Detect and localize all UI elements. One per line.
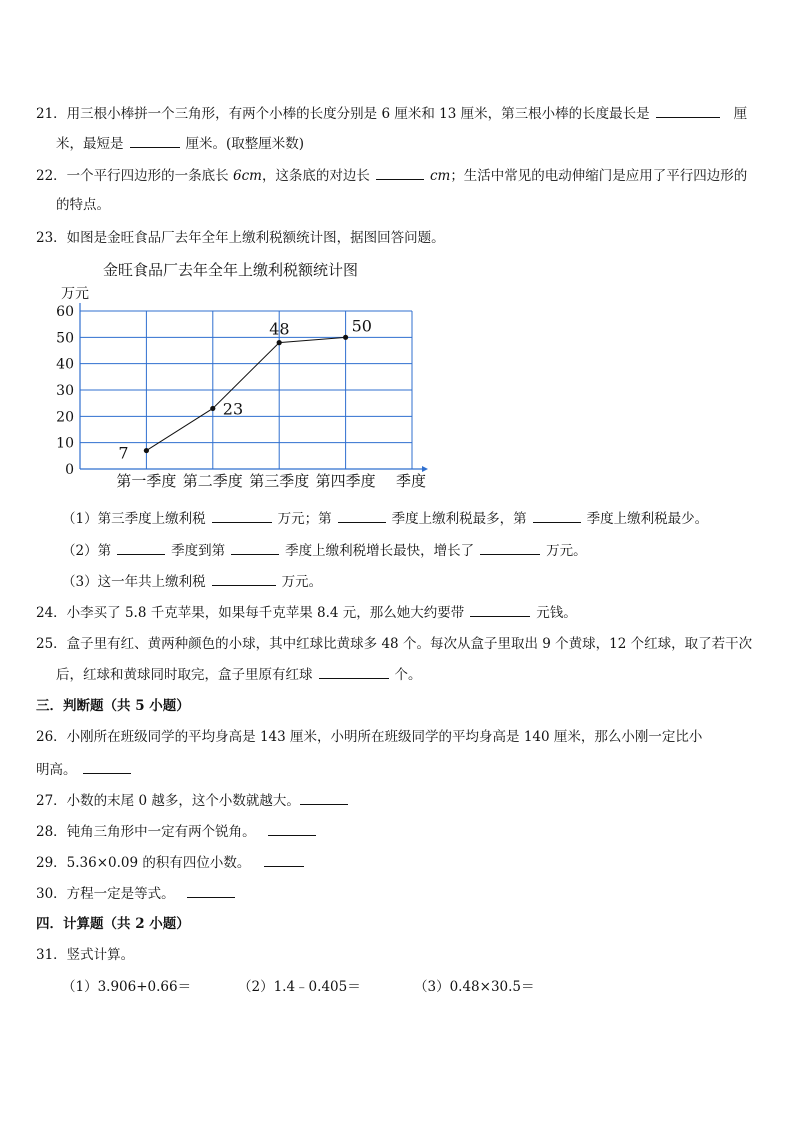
chart-y-ticks — [56, 304, 74, 478]
question-23-part2: （2）第 季度到第 季度上缴利税增长最快，增长了 万元。 — [62, 543, 587, 559]
question-31-line: 31．竖式计算。 — [36, 947, 135, 963]
question-31-part2: （2）1.4﹣0.405＝ — [238, 979, 361, 995]
y-tick-label: 40 — [56, 356, 74, 373]
question-23-part1: （1）第三季度上缴利税 万元；第 季度上缴利税最多，第 季度上缴利税最少。 — [62, 511, 709, 527]
question-30-line: 30．方程一定是等式。 — [36, 884, 241, 903]
data-label: 23 — [222, 399, 244, 419]
question-21-line1: 21．用三根小棒拼一个三角形，有两个小棒的长度分别是 6 厘米和 13 厘米，第三根小棒的长度最长是 厘 — [36, 106, 748, 122]
question-26-line1: 26．小刚所在班级同学的平均身高是 143 厘米，小明所在班级同学的平均身高是 140 厘米，那么小刚一定比小 — [36, 729, 703, 745]
question-31-part3: （3）0.48×30.5＝ — [414, 979, 535, 995]
answer-blank[interactable] — [319, 665, 389, 679]
answer-blank[interactable] — [470, 603, 530, 617]
answer-blank[interactable] — [130, 134, 180, 148]
chart-x-label: 季度 — [396, 472, 427, 490]
question-28-line: 28．钝角三角形中一定有两个锐角。 — [36, 822, 322, 841]
question-25-line2: 后，红球和黄球同时取完，盒子里原有红球 个。 — [56, 667, 422, 683]
answer-blank[interactable] — [187, 884, 235, 898]
chart-y-label: 万元 — [61, 286, 89, 302]
answer-blank[interactable] — [300, 791, 348, 805]
question-22-line1: 22．一个平行四边形的一条底长 6cm，这条底的对边长 cm；生活中常见的电动伸缩门是应用了平行四边形的 — [36, 168, 748, 184]
data-point — [144, 448, 149, 453]
y-tick-label: 10 — [56, 435, 74, 452]
answer-blank[interactable] — [212, 572, 276, 586]
answer-blank[interactable] — [533, 509, 581, 523]
answer-blank[interactable] — [268, 822, 316, 836]
y-tick-label: 20 — [56, 409, 74, 426]
answer-blank[interactable] — [83, 760, 131, 774]
y-tick-label: 0 — [65, 462, 74, 478]
y-tick-label: 50 — [56, 330, 74, 347]
x-tick-label: 第三季度 — [249, 472, 310, 490]
question-23-part3: （3）这一年共上缴利税 万元。 — [62, 574, 323, 590]
question-31-part1: （1）3.906+0.66＝ — [62, 979, 192, 995]
question-25-line1: 25．盒子里有红、黄两种颜色的小球，其中红球比黄球多 48 个。每次从盒子里取出 9 个黄球，12 个红球，取了若干次 — [36, 636, 753, 652]
chart-title: 金旺食品厂去年全年上缴利税额统计图 — [103, 261, 359, 279]
data-point — [277, 340, 282, 345]
data-label: 50 — [351, 316, 372, 336]
y-tick-label: 30 — [56, 383, 74, 399]
section-4-heading: 四．计算题（共 2 小题） — [36, 916, 190, 932]
data-label: 48 — [269, 319, 290, 339]
answer-blank[interactable] — [264, 853, 304, 867]
tax-line-chart — [58, 256, 438, 496]
data-point — [210, 406, 215, 411]
data-label: 7 — [118, 443, 129, 463]
question-27-line: 27．小数的末尾 0 越多，这个小数就越大。 — [36, 791, 354, 810]
answer-blank[interactable] — [117, 541, 165, 555]
question-26-line2: 明高。 — [36, 760, 137, 779]
answer-blank[interactable] — [231, 541, 279, 555]
answer-blank[interactable] — [338, 509, 386, 523]
x-tick-label: 第四季度 — [315, 472, 376, 490]
answer-blank[interactable] — [480, 541, 540, 555]
answer-blank[interactable] — [656, 104, 720, 118]
question-23-line: 23．如图是金旺食品厂去年全年上缴利税额统计图，据图回答问题。 — [36, 230, 445, 246]
y-tick-label: 60 — [56, 304, 74, 320]
answer-blank[interactable] — [376, 166, 424, 180]
data-point — [343, 335, 348, 340]
section-3-heading: 三．判断题（共 5 小题） — [36, 698, 190, 714]
answer-blank[interactable] — [212, 509, 272, 523]
question-22-line2: 的特点。 — [56, 197, 110, 213]
chart-grid — [80, 303, 428, 472]
x-tick-label: 第二季度 — [182, 472, 243, 490]
question-24-line: 24．小李买了 5.8 千克苹果，如果每千克苹果 8.4 元，那么她大约要带 元钱。 — [36, 605, 577, 621]
question-21-line2: 米，最短是 厘米。(取整厘米数) — [56, 136, 305, 152]
x-tick-label: 第一季度 — [116, 472, 177, 490]
chart-series-line — [146, 337, 345, 450]
chart-x-ticks — [116, 472, 375, 490]
question-29-line: 29．5.36×0.09 的积有四位小数。 — [36, 853, 310, 872]
